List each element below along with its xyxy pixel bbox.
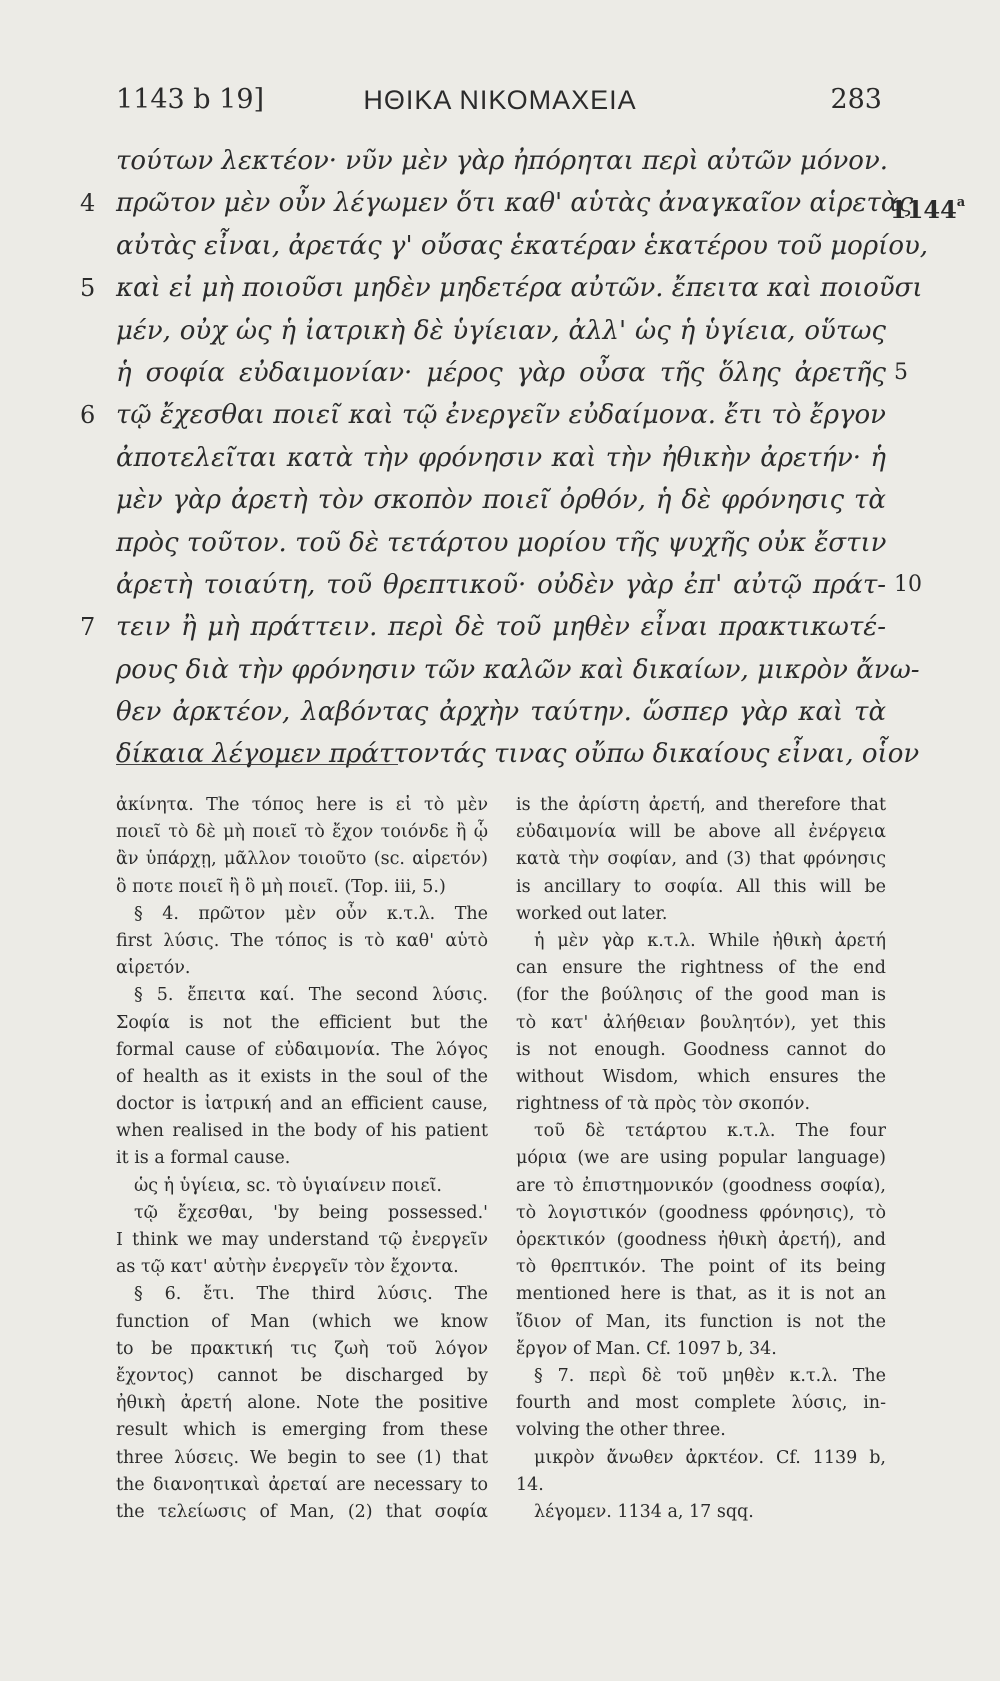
text-line-content: ἡ σοφία εὐδαιμονίαν· μέρος γὰρ οὖσα τῆς ὅλης ἀρετῆς [116,357,886,388]
text-line [0,733,1000,775]
commentary-line: ἔργον of Man. Cf. 1097 b, 34. [516,1338,777,1359]
text-line-content: θεν ἀρκτέον, λαβόντας ἀρχὴν ταύτην. ὥσπερ γὰρ καὶ τὰ [116,697,886,728]
commentary-line: it is a formal cause. [116,1148,291,1169]
commentary-line: formal cause of εὐδαιμονία. The λόγος [116,1039,488,1060]
commentary-line: κατὰ τὴν σοφίαν, and (3) that φρόνησις [516,849,886,870]
text-line [0,310,1000,352]
running-title: ΗΘΙΚΑ ΝΙΚΟΜΑΧΕΙΑ [363,85,637,115]
text-line-content: τούτων λεκτέον· νῦν μὲν γὰρ ἠπόρηται περὶ αὐτῶν μόνον. [116,146,889,176]
commentary-left-column [116,792,488,1526]
commentary-line: I think we may understand τῷ ἐνεργεῖν [116,1230,488,1250]
commentary-line: ἴδιον of Man, its function is not the [516,1311,886,1332]
text-line [0,649,1000,691]
commentary-line: three λύσεις. We begin to see (1) that [116,1447,488,1468]
commentary-line: § 5. ἔπειτα καί. The second λύσις. [134,985,488,1006]
commentary-line: τὸ κατ' ἀλήθειαν βουλητόν), yet this [516,1012,886,1033]
text-line [0,606,1000,648]
page-number: 283 [830,84,882,115]
commentary-line: ἂν ὑπάρχῃ, μᾶλλον τοιοῦτο (sc. αἱρετόν) [116,849,488,870]
text-line [0,564,1000,606]
commentary-line: Σοφία is not the efficient but the [116,1012,488,1033]
commentary-line: ἡ μὲν γὰρ κ.τ.λ. While ἠθικὴ ἀρετή [534,930,886,951]
commentary-line: § 7. περὶ δὲ τοῦ μηθὲν κ.τ.λ. The [534,1365,886,1386]
commentary-line: ποιεῖ τὸ δὲ μὴ ποιεῖ τὸ ἔχον τοιόνδε ἢ ᾧ [116,822,488,843]
section-number: 7 [80,613,96,642]
text-line [0,522,1000,564]
commentary-right-column [516,792,886,1526]
commentary-line: (for the βούλησις of the good man is [516,985,886,1006]
bekker-margin-number: 1144 [890,195,957,225]
footnote-rule [116,764,398,765]
bekker-reference: 1143 b 19] [116,84,265,115]
commentary-line: when realised in the body of his patient [116,1121,488,1142]
commentary-line: ἀκίνητα. The τόπος here is εἰ τὸ μὲν [116,795,488,815]
section-number: 5 [80,274,96,303]
text-line-content: πρὸς τοῦτον. τοῦ δὲ τετάρτου μορίου τῆς ψυχῆς οὐκ ἔστιν [116,527,887,558]
text-line-content: μέν, οὐχ ὡς ἡ ἰατρικὴ δὲ ὑγίειαν, ἀλλ' ὡς ἡ ὑγίεια, οὕτως [116,315,886,346]
text-line [0,394,1000,436]
section-number: 4 [80,189,96,218]
text-line [0,225,1000,267]
commentary-line: § 4. πρῶτον μὲν οὖν κ.τ.λ. The [134,903,488,924]
commentary-line: to be πρακτική τις ζωὴ τοῦ λόγον [116,1338,488,1359]
commentary-line: rightness of τὰ πρὸς τὸν σκοπόν. [516,1094,811,1115]
running-head [0,80,1000,120]
text-line [0,352,1000,394]
commentary-line: doctor is ἰατρική and an efficient cause, [116,1094,488,1115]
commentary-line: result which is emerging from these [116,1420,488,1441]
text-line [0,182,1000,224]
main-text [0,140,1000,776]
commentary-line: as τῷ κατ' αὐτὴν ἐνεργεῖν τὸν ἔχοντα. [116,1257,459,1278]
commentary-line: τῷ ἔχεσθαι, 'by being possessed.' [134,1202,488,1223]
commentary-line: the τελείωσις of Man, (2) that σοφία [116,1501,488,1522]
commentary-line: τὸ λογιστικόν (goodness φρόνησις), τὸ [516,1202,886,1223]
commentary-line: is ancillary to σοφία. All this will be [516,876,886,897]
commentary-line: mentioned here is that, as it is not an [516,1284,886,1305]
commentary-line: first λύσις. The τόπος is τὸ καθ' αὑτὸ [116,930,488,951]
text-line-content: ἀρετὴ τοιαύτη, τοῦ θρεπτικοῦ· οὐδὲν γὰρ ἐπ' αὐτῷ πράτ- [116,569,886,600]
commentary-line: ὃ ποτε ποιεῖ ἢ ὃ μὴ ποιεῖ. (Top. iii, 5.) [116,876,446,897]
text-line-content: πρῶτον μὲν οὖν λέγωμεν ὅτι καθ' αὑτὰς ἀναγκαῖον αἱρετὰς [116,188,913,219]
commentary-line: of health as it exists in the soul of the [116,1066,488,1087]
commentary-line: worked out later. [516,903,668,924]
commentary-line: ὡς ἡ ὑγίεια, sc. τὸ ὑγιαίνειν ποιεῖ. [134,1175,442,1196]
text-line [0,140,1000,182]
commentary-line: λέγομεν. 1134 a, 17 sqq. [534,1501,754,1522]
commentary-line: can ensure the rightness of the end [516,958,886,979]
commentary-line: volving the other three. [516,1420,726,1441]
line-number: 5 [894,359,908,385]
commentary-line: fourth and most complete λύσις, in- [516,1393,886,1414]
text-line-content: τειν ἢ μὴ πράττειν. περὶ δὲ τοῦ μηθὲν εἶναι πρακτικωτέ- [116,612,886,643]
commentary-line: is the ἀρίστη ἀρετή, and therefore that [516,795,886,815]
line-number: 10 [894,571,922,597]
commentary-line: τὸ θρεπτικόν. The point of its being [516,1257,886,1278]
commentary-line: function of Man (which we know [116,1311,488,1332]
commentary-line: ἔχοντος) cannot be discharged by [116,1365,488,1386]
text-line-content: μὲν γὰρ ἀρετὴ τὸν σκοπὸν ποιεῖ ὀρθόν, ἡ δὲ φρόνησις τὰ [116,485,886,516]
text-line [0,479,1000,521]
commentary-line: is not enough. Goodness cannot do [516,1039,886,1060]
commentary-line: are τὸ ἐπιστημονικόν (goodness σοφία), [516,1175,886,1196]
text-line [0,267,1000,309]
text-line-content: ἀποτελεῖται κατὰ τὴν φρόνησιν καὶ τὴν ἠθικὴν ἀρετήν· ἡ [116,442,886,473]
commentary-line: μικρὸν ἄνωθεν ἀρκτέον. Cf. 1139 b, [534,1447,886,1468]
commentary-line: without Wisdom, which ensures the [516,1066,886,1087]
text-line-content: ρους διὰ τὴν φρόνησιν τῶν καλῶν καὶ δικαίων, μικρὸν ἄνω- [116,654,920,685]
bekker-margin-column: a [956,195,966,211]
commentary-line: εὐδαιμονία will be above all ἐνέργεια [516,822,886,843]
text-line-content: αὐτὰς εἶναι, ἀρετάς γ' οὔσας ἑκατέραν ἑκατέρου τοῦ μορίου, [116,230,929,261]
section-number: 6 [80,401,96,430]
commentary-line: αἱρετόν. [116,958,191,979]
commentary-line: μόρια (we are using popular language) [516,1148,886,1169]
commentary-line: 14. [516,1474,544,1495]
commentary-line: ἠθικὴ ἀρετή alone. Note the positive [116,1393,488,1414]
commentary-line: ὀρεκτικόν (goodness ἠθικὴ ἀρετή), and [516,1230,886,1250]
text-line-content: καὶ εἰ μὴ ποιοῦσι μηδὲν μηδετέρα αὐτῶν. ἔπειτα καὶ ποιοῦσι [116,273,923,304]
text-line [0,437,1000,479]
commentary-line: the διανοητικαὶ ἀρεταί are necessary to [116,1474,488,1495]
commentary-line: τοῦ δὲ τετάρτου κ.τ.λ. The four [534,1121,886,1142]
commentary-line: § 6. ἔτι. The third λύσις. The [134,1284,488,1305]
text-line [0,691,1000,733]
text-line-content: τῷ ἔχεσθαι ποιεῖ καὶ τῷ ἐνεργεῖν εὐδαίμονα. ἔτι τὸ ἔργον [116,400,886,431]
text-line-content: δίκαια λέγομεν πράττοντάς τινας οὔπω δικαίους εἶναι, οἷον [116,739,920,770]
